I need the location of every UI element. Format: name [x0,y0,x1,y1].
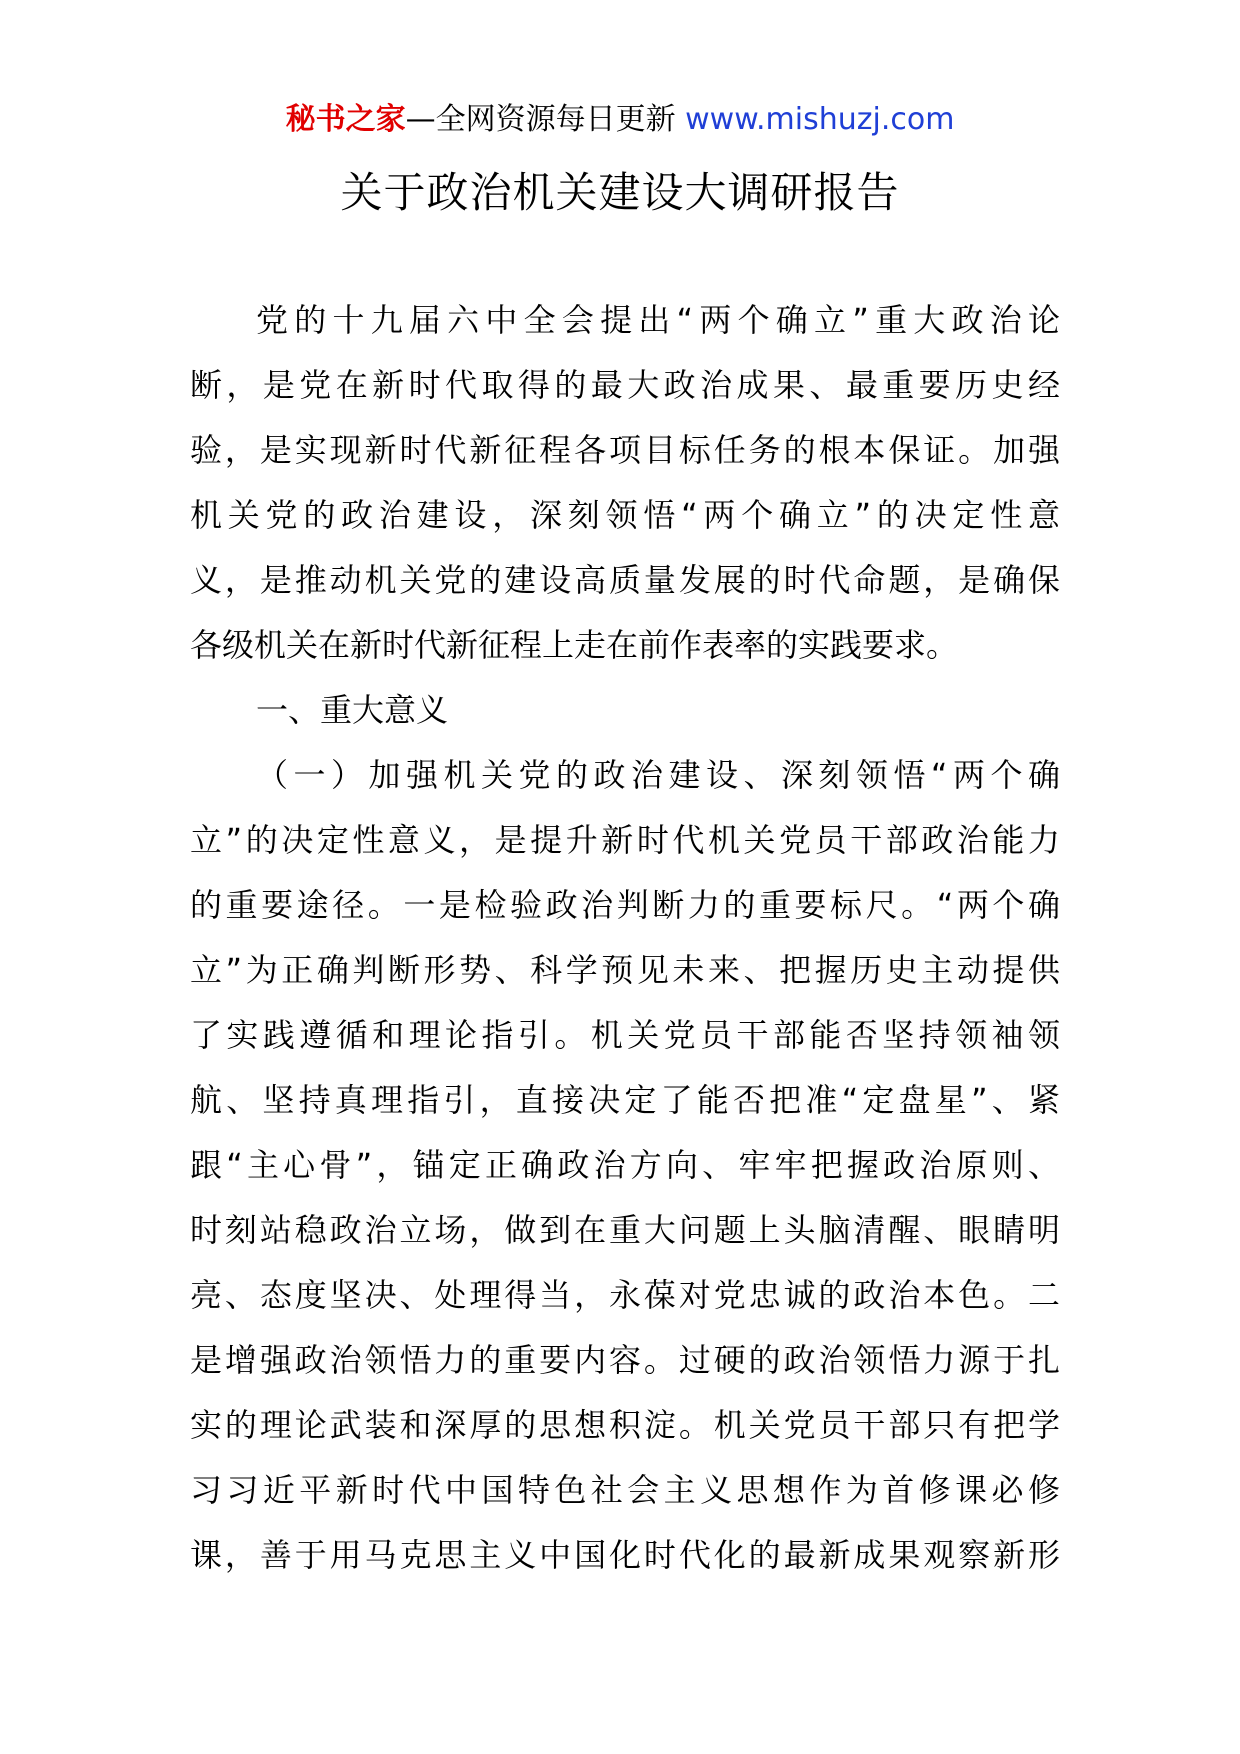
paragraph-line: 立”的决定性意义，是提升新时代机关党员干部政治能力 [190,821,1060,859]
paragraph-line: 时刻站稳政治立场，做到在重大问题上头脑清醒、眼睛明 [190,1211,1060,1249]
paragraph-line: 立”为正确判断形势、科学预见未来、把握历史主动提供 [190,951,1060,989]
section-heading: 一、重大意义 [256,691,449,729]
paragraph-line: 各级机关在新时代新征程上走在前作表率的实践要求。 [190,626,959,664]
paragraph-line: （一）加强机关党的政治建设、深刻领悟“两个确 [256,756,1060,794]
paragraph-line: 了实践遵循和理论指引。机关党员干部能否坚持领袖领 [190,1016,1060,1054]
document-body [190,295,1060,1595]
paragraph-line: 是增强政治领悟力的重要内容。过硬的政治领悟力源于扎 [190,1341,1060,1379]
paragraph-line: 党的十九届六中全会提出“两个确立”重大政治论 [256,301,1060,339]
paragraph-line: 航、坚持真理指引，直接决定了能否把准“定盘星”、紧 [190,1081,1060,1119]
paragraph-line: 的重要途径。一是检验政治判断力的重要标尺。“两个确 [190,886,1060,924]
paragraph-line: 跟“主心骨”，锚定正确政治方向、牢牢把握政治原则、 [190,1146,1060,1184]
paragraph-line: 义，是推动机关党的建设高质量发展的时代命题，是确保 [190,561,1060,599]
document-title: 关于政治机关建设大调研报告 [340,168,900,217]
site-header [0,100,1240,140]
paragraph-line: 机关党的政治建设，深刻领悟“两个确立”的决定性意 [190,496,1060,534]
paragraph-line: 验，是实现新时代新征程各项目标任务的根本保证。加强 [190,431,1060,469]
paragraph-line: 实的理论武装和深厚的思想积淀。机关党员干部只有把学 [190,1406,1060,1444]
paragraph-line: 习习近平新时代中国特色社会主义思想作为首修课必修 [190,1471,1060,1509]
site-url-link[interactable]: www.mishuzj.com [685,102,955,137]
header-tagline: —全网资源每日更新 [405,102,686,137]
paragraph-line: 亮、态度坚决、处理得当，永葆对党忠诚的政治本色。二 [190,1276,1060,1314]
brand-name: 秘书之家 [285,102,406,137]
paragraph-line: 断，是党在新时代取得的最大政治成果、最重要历史经 [190,366,1060,404]
paragraph-line: 课，善于用马克思主义中国化时代化的最新成果观察新形 [190,1536,1060,1574]
